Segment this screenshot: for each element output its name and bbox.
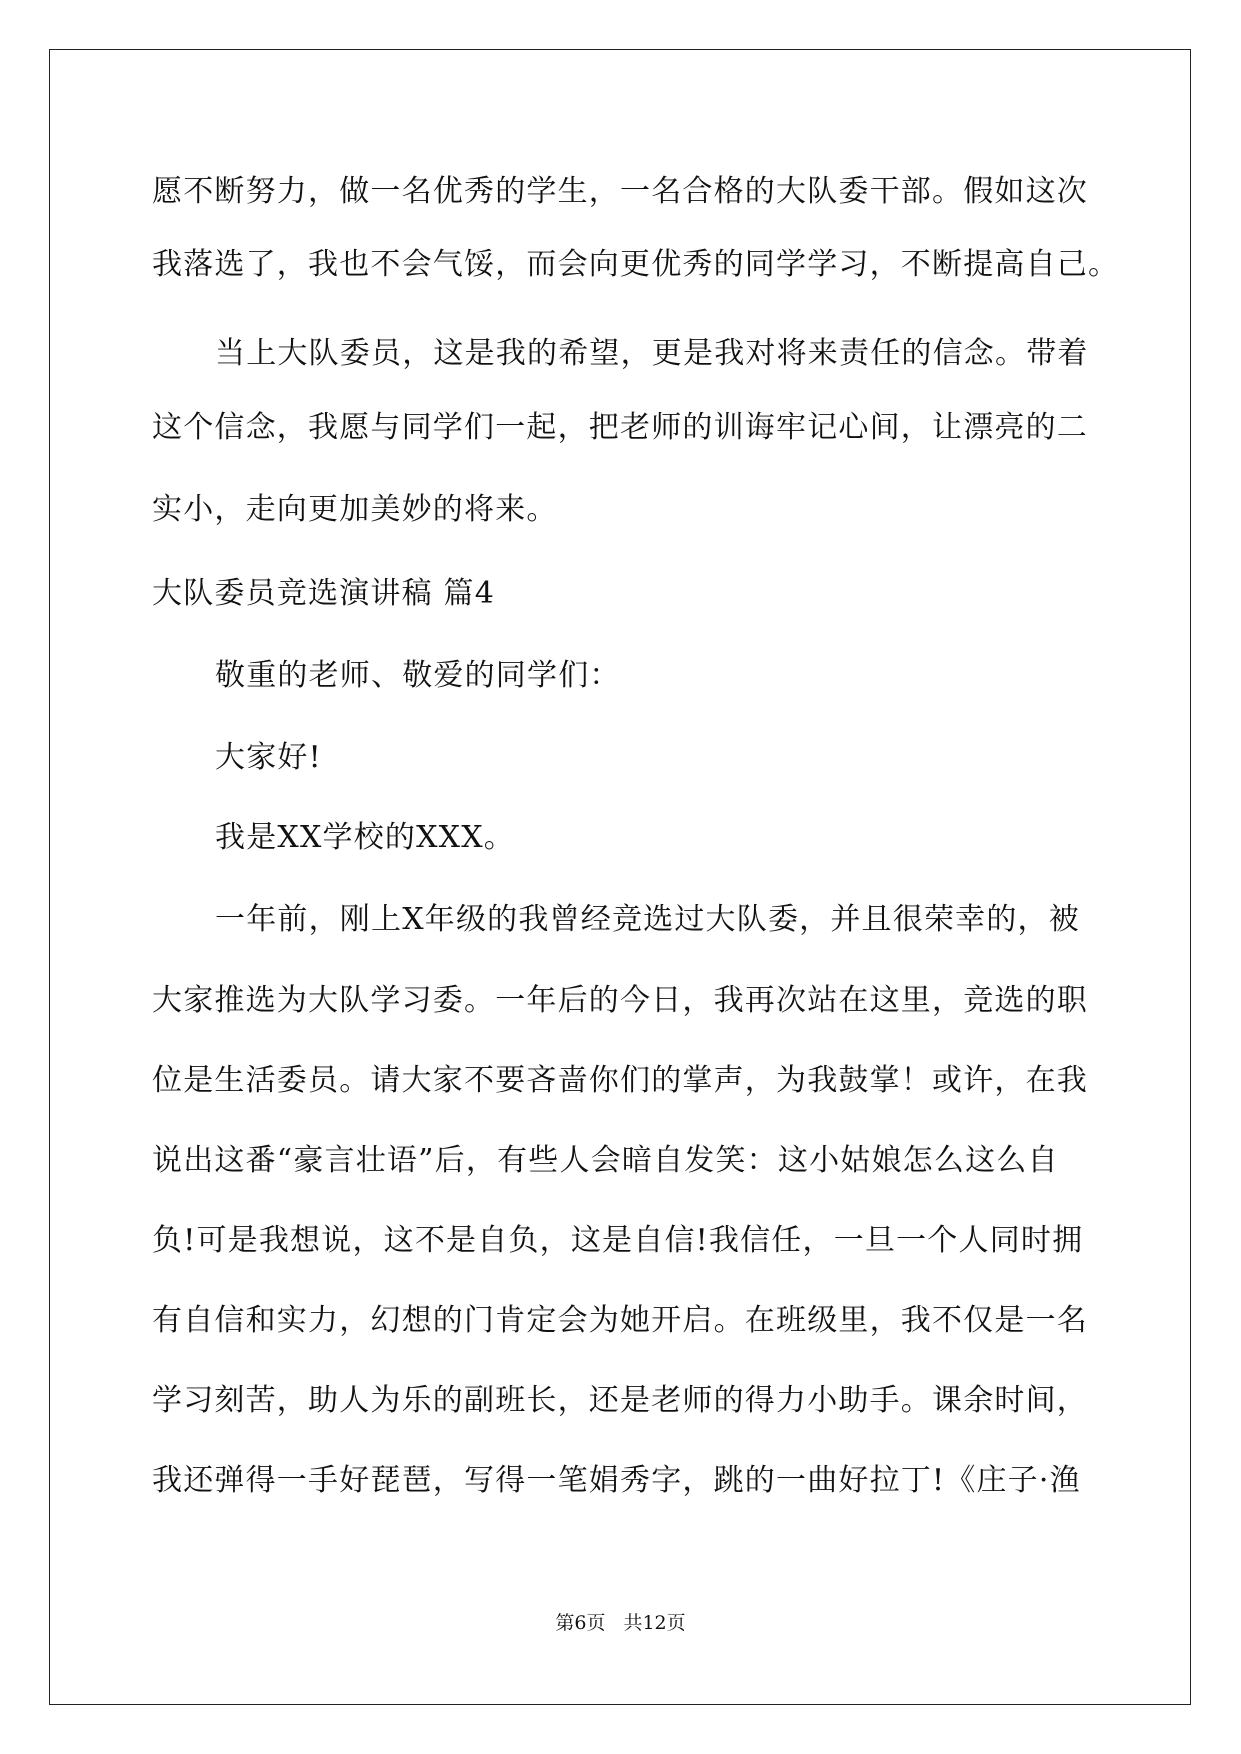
body-line-17: 我还弹得一手好琵琶，写得一笔娟秀字，跳的一曲好拉丁!《庄子·渔 <box>152 1463 1081 1498</box>
page-number-current: 第6页 <box>555 1612 606 1634</box>
page-footer <box>0 1610 1241 1636</box>
body-line-4: 这个信念，我愿与同学们一起，把老师的训诲牢记心间，让漂亮的二 <box>152 410 1088 445</box>
body-line-14: 负!可是我想说，这不是自负，这是自信!我信任，一旦一个人同时拥 <box>152 1223 1084 1258</box>
body-line-1: 愿不断努力，做一名优秀的学生，一名合格的大队委干部。假如这次 <box>152 174 1088 209</box>
greeting-line: 大家好! <box>215 740 322 775</box>
body-line-10: 一年前，刚上X年级的我曾经竞选过大队委，并且很荣幸的，被 <box>215 902 1080 937</box>
body-line-2: 我落选了，我也不会气馁，而会向更优秀的同学学习，不断提高自己。 <box>152 247 1120 282</box>
body-line-15: 有自信和实力，幻想的门肯定会为她开启。在班级里，我不仅是一名 <box>152 1303 1088 1338</box>
body-line-11: 大家推选为大队学习委。一年后的今日，我再次站在这里，竞选的职 <box>152 983 1088 1018</box>
body-line-16: 学习刻苦，助人为乐的副班长，还是老师的得力小助手。课余时间， <box>152 1383 1088 1418</box>
salutation-line: 敬重的老师、敬爱的同学们： <box>215 658 621 693</box>
body-line-13: 说出这番“豪言壮语”后，有些人会暗自发笑：这小姑娘怎么这么自 <box>152 1143 1059 1178</box>
intro-line: 我是XX学校的XXX。 <box>215 820 515 855</box>
body-line-5: 实小，走向更加美妙的将来。 <box>152 492 558 527</box>
body-line-12: 位是生活委员。请大家不要吝啬你们的掌声，为我鼓掌！或许，在我 <box>152 1063 1088 1098</box>
page-number-total: 共12页 <box>623 1612 686 1634</box>
body-line-3: 当上大队委员，这是我的希望，更是我对将来责任的信念。带着 <box>215 336 1089 371</box>
page-border <box>49 49 1191 1705</box>
section-heading: 大队委员竞选演讲稿 篇4 <box>152 576 496 611</box>
